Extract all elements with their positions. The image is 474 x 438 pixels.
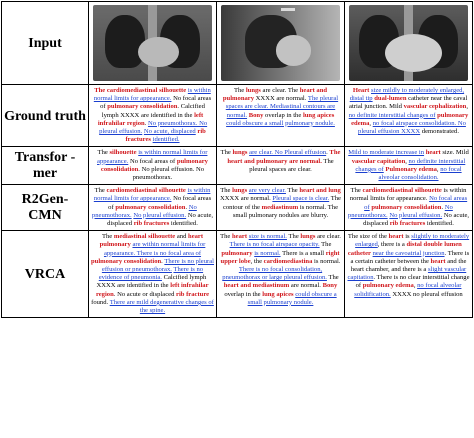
report-text: is normal. xyxy=(312,257,341,265)
finding-underline: no definite interstitial changes of xyxy=(348,111,436,119)
report-text: , xyxy=(436,165,441,173)
keyword-highlight: The heart and pulmonary xyxy=(227,149,341,165)
row-label-cell xyxy=(2,185,89,231)
report-text: The contour of the xyxy=(222,195,341,211)
report-text: is within normal limits for appearance. xyxy=(349,187,467,203)
keyword-highlight: lungs xyxy=(232,149,248,157)
keyword-highlight: heart pulmonary xyxy=(99,233,204,249)
report-text: . xyxy=(441,203,445,211)
report-cell xyxy=(217,147,345,185)
table-row xyxy=(2,231,473,318)
report-text: , xyxy=(405,157,409,165)
keyword-highlight: pulmonary consolidation xyxy=(107,103,178,111)
keyword-highlight: lungs xyxy=(245,87,261,94)
finding-underline: size is normal. xyxy=(248,233,287,241)
report-text: size. Mild xyxy=(440,149,469,157)
finding-underline: There is no pleural effusion or pneumothorax. xyxy=(101,257,214,274)
image-cell xyxy=(217,2,345,85)
report-text: No acute, displaced xyxy=(363,211,470,228)
report-text: . No pleural effusion. No pneumothorax. xyxy=(132,165,205,182)
keyword-highlight: vascular cephalization xyxy=(403,103,467,111)
finding-underline: size mildly to moderately enlarged, distal tip xyxy=(349,87,465,103)
table-row xyxy=(2,85,473,147)
finding-underline: is within normal limits for appearance. xyxy=(93,87,211,103)
report-text: The size of the xyxy=(347,233,389,241)
keyword-highlight: left infrahilar region xyxy=(97,111,204,127)
table-row xyxy=(2,2,473,85)
keyword-highlight: mediastinum xyxy=(261,203,299,211)
keyword-highlight: silhouette xyxy=(109,149,137,157)
keyword-highlight: mediastinal silhouette xyxy=(113,233,176,241)
report-text: , the xyxy=(250,257,264,265)
keyword-highlight: pulmonary consolidation xyxy=(115,203,186,211)
report-text: The xyxy=(94,187,107,195)
report-text: , xyxy=(369,119,373,127)
report-text: The xyxy=(286,233,301,241)
report-text: No focal areas of xyxy=(100,95,212,111)
keyword-highlight: Heart xyxy=(352,87,370,94)
row-label-input: Input xyxy=(28,36,62,51)
finding-underline: slight vascular capitation xyxy=(347,266,467,282)
report-text: XXXX are normal. xyxy=(254,95,308,103)
chest-xray-image xyxy=(349,5,468,81)
finding-underline: are within normal limits for appearance. There is no focal area of xyxy=(103,241,206,257)
report-text: The xyxy=(220,187,233,195)
report-text: are clear. xyxy=(315,233,341,241)
keyword-highlight: left infrahilar region xyxy=(95,282,209,298)
report-text: The pleural spaces are clear. xyxy=(249,157,334,173)
report-cell xyxy=(89,231,217,318)
chest-xray-image xyxy=(221,5,340,81)
report-cell xyxy=(89,85,217,147)
keyword-highlight: heart xyxy=(232,233,248,241)
chest-xray-image xyxy=(93,5,212,81)
finding-underline: No acute, displaced xyxy=(143,128,196,136)
keyword-highlight: pulmonary consolidation xyxy=(91,257,162,265)
report-text: The xyxy=(285,187,300,195)
report-text: There is a small xyxy=(280,249,326,257)
report-text: overlap in the xyxy=(263,111,303,119)
report-text: The xyxy=(319,241,332,249)
report-cell xyxy=(345,85,473,147)
keyword-highlight: dual-lumen xyxy=(374,95,407,103)
report-text: The xyxy=(97,149,110,157)
report-text: The xyxy=(101,233,114,241)
keyword-highlight: pulmonary consolidation xyxy=(371,203,442,211)
keyword-highlight: cardiomediastinal silhouette xyxy=(106,187,186,195)
keyword-highlight: Pulmonary edema xyxy=(385,165,437,173)
keyword-highlight: heart and lung xyxy=(299,187,341,195)
keyword-highlight: cardiomediastina xyxy=(263,257,313,265)
report-text: No focal areas of xyxy=(128,157,177,165)
keyword-highlight: pulmonary edema xyxy=(351,111,469,127)
report-cell xyxy=(89,185,217,231)
report-cell xyxy=(217,85,345,147)
keyword-highlight: The cardiomediastinal silhouette xyxy=(94,87,188,94)
row-label-ground-truth: Ground truth xyxy=(4,108,86,124)
report-text: are normal. xyxy=(289,282,323,290)
report-text: . There is a certain catheter between the xyxy=(350,249,470,265)
finding-underline: is within normal limits for appearance. xyxy=(93,187,211,203)
report-text: The xyxy=(326,274,339,282)
keyword-highlight: right upper lobe xyxy=(220,249,340,265)
keyword-highlight: heart xyxy=(425,149,441,157)
keyword-highlight: are normal. xyxy=(289,157,322,165)
finding-underline: no definite interstitial changes of xyxy=(355,157,466,173)
finding-underline: No pleural effusion. xyxy=(133,211,187,219)
finding-underline: There is no focal airspace opacity. xyxy=(229,241,320,249)
report-text: . Calcified lymph XXXX are identified in the xyxy=(101,103,205,119)
finding-underline: There are mild degenerative changes of the spine. xyxy=(109,298,214,315)
report-text: , xyxy=(413,282,418,290)
finding-underline: no focal alveolar solidification. xyxy=(354,282,462,298)
comparison-table xyxy=(1,1,473,318)
report-text: identified. xyxy=(169,220,198,228)
report-text: . xyxy=(326,149,330,157)
report-cell xyxy=(89,147,217,185)
finding-underline: could obscure a small pulmonary nodule. xyxy=(226,119,335,127)
finding-underline: There is no evidence of pneumonia. xyxy=(98,266,204,282)
table-row xyxy=(2,147,473,185)
report-text: . No acute or displaced xyxy=(113,290,177,298)
keyword-highlight: cardiomediastinal silhouette xyxy=(362,187,442,195)
report-text: XXXX are normal. xyxy=(220,195,273,203)
finding-underline: Mild to moderate increase in xyxy=(348,149,425,157)
report-text: Calcified lymph XXXX are identified in the xyxy=(96,274,207,290)
finding-underline: slightly to moderately enlarged xyxy=(355,233,470,249)
keyword-highlight: pulmonary edema xyxy=(362,282,414,290)
keyword-highlight: lung apices xyxy=(262,290,294,298)
table-row xyxy=(2,185,473,231)
finding-underline: Pleural space is clear. xyxy=(272,195,330,203)
report-text: is xyxy=(403,233,412,241)
row-label-vrca: VRCA xyxy=(24,267,66,283)
report-text: . There is no clear interstitial change of xyxy=(355,274,470,290)
finding-underline: are clear. No Pleural effusion xyxy=(249,149,327,157)
keyword-highlight: rib fracture xyxy=(176,290,210,298)
report-text: No focal areas of xyxy=(108,195,212,211)
keyword-highlight: heart and pulmonary xyxy=(222,87,328,103)
keyword-highlight: Bony xyxy=(322,282,338,290)
keyword-highlight: heart and mediastinum xyxy=(223,282,290,290)
report-text: The xyxy=(350,187,363,195)
report-text: , xyxy=(466,103,468,111)
report-text: The xyxy=(220,149,233,157)
report-text: The xyxy=(220,233,233,241)
row-label-cell xyxy=(2,147,89,185)
report-text: is normal. The small pulmonary nodules are blurry. xyxy=(232,203,339,219)
report-text: and the heart chamber, and there is a xyxy=(350,257,467,274)
report-text: XXXX no pleural effusion xyxy=(390,290,463,298)
keyword-highlight: vascular capitation xyxy=(351,157,406,165)
report-text: are clear. The xyxy=(260,87,300,94)
report-cell xyxy=(345,185,473,231)
row-label-cell xyxy=(2,85,89,147)
keyword-highlight: rib fractures xyxy=(133,220,170,228)
keyword-highlight: pulmonary consolidation xyxy=(100,157,208,173)
finding-underline: is normal. xyxy=(254,249,281,257)
keyword-highlight: rib fractures xyxy=(125,128,206,144)
finding-underline: no focal airspace consolidation. No pleural effusion XXXX xyxy=(358,119,466,136)
keyword-highlight: lungs xyxy=(232,187,248,195)
report-cell xyxy=(345,147,473,185)
report-text: The xyxy=(233,87,246,94)
row-label-cell xyxy=(2,231,89,318)
report-text: found. xyxy=(91,298,110,306)
finding-underline: No pneumothorax. No pleural effusion. xyxy=(99,119,208,136)
report-text: identified. xyxy=(425,220,454,228)
row-label-r2gen-cmn: R2Gen- CMN xyxy=(21,191,69,223)
report-text: No acute, displaced xyxy=(107,211,214,228)
row-label-transformer: Transfor -mer xyxy=(14,149,76,181)
report-text: . xyxy=(161,257,165,265)
finding-underline: identified. xyxy=(152,136,180,144)
keyword-highlight: distal double lumen catheter xyxy=(347,241,462,257)
keyword-highlight: pulmonary xyxy=(221,249,253,257)
finding-underline: could obscure a small pulmonary nodule. xyxy=(247,290,337,306)
finding-underline: No focal areas of xyxy=(364,195,468,211)
finding-underline: no focal alveolar consolidation. xyxy=(378,165,462,182)
finding-underline: are very clear. xyxy=(248,187,286,195)
image-cell xyxy=(89,2,217,85)
row-label-cell xyxy=(2,2,89,85)
finding-underline: No pneumothorax. xyxy=(91,203,197,219)
keyword-highlight: lung apices xyxy=(302,111,335,119)
finding-underline: The pleural spaces are clear. Mediastinal contours are normal. xyxy=(225,95,339,119)
report-text: and xyxy=(175,233,189,241)
keyword-highlight: heart xyxy=(388,233,404,241)
report-cell xyxy=(217,185,345,231)
finding-underline: There is no focal consolidation, pneumothorax or large pleural effusion. xyxy=(222,266,327,282)
image-cell xyxy=(345,2,473,85)
report-text: demonstrated. xyxy=(420,128,459,136)
finding-underline: No pleural effusion. xyxy=(389,211,443,219)
report-text: catheter near the caval atrial junction. Mild xyxy=(349,95,468,111)
keyword-highlight: heart xyxy=(430,257,446,265)
finding-underline: near the cavoatrial junction xyxy=(372,249,445,257)
keyword-highlight: lungs xyxy=(300,233,316,241)
report-cell xyxy=(217,231,345,318)
report-text: , there is a xyxy=(377,241,407,249)
report-cell xyxy=(345,231,473,318)
report-text: . xyxy=(185,203,189,211)
report-text: . xyxy=(144,119,148,127)
keyword-highlight: rib fractures xyxy=(389,220,426,228)
report-text: overlap in the xyxy=(224,290,263,298)
keyword-highlight: Bony xyxy=(248,111,264,119)
finding-underline: No pneumothorax. xyxy=(347,203,453,219)
finding-underline: is within normal limits for appearance. xyxy=(97,149,208,165)
